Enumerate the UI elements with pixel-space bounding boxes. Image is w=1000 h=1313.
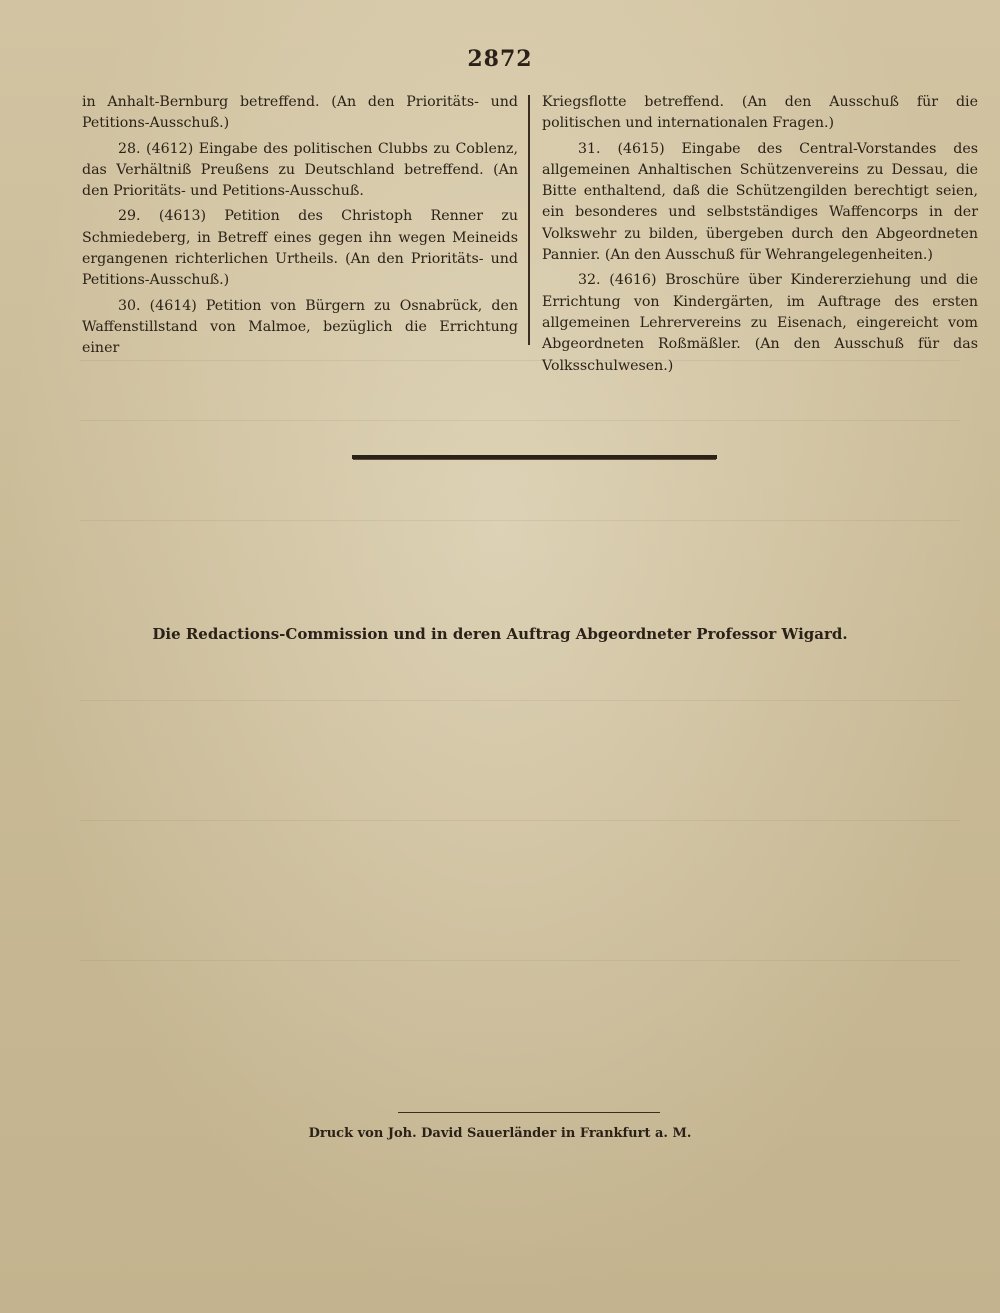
entry-28: 28. (4612) Eingabe des politischen Clubbs zu Coblenz, das Verhältniß Preußens zu Deutschland betreffend. (An den Prioritäts- und Petitions-Ausschuß. — [82, 140, 518, 200]
section-separator-rule — [352, 455, 717, 459]
page-number: 2872 — [467, 46, 533, 72]
column-divider — [528, 95, 530, 345]
printer-divider — [398, 1112, 660, 1113]
left-column — [82, 92, 518, 364]
right-paragraph-continuation: Kriegsflotte betreffend. (An den Ausschuß für die politischen und internationalen Fragen.) — [542, 94, 978, 132]
commission-signature: Die Redactions-Commission und in deren Auftrag Abgeordneter Professor Wigard. — [152, 625, 848, 643]
left-paragraph-continuation: in Anhalt-Bernburg betreffend. (An den Prioritäts- und Petitions-Ausschuß.) — [82, 94, 518, 132]
entry-29: 29. (4613) Petition des Christoph Renner zu Schmiedeberg, in Betreff eines gegen ihn wegen Meineids ergangenen richterlichen Urtheils. (An den Prioritäts- und Petitions-Ausschuß.) — [82, 208, 518, 289]
entry-31: 31. (4615) Eingabe des Central-Vorstandes des allgemeinen Anhaltischen Schützenvereins zu Dessau, die Bitte enthaltend, daß die Schützengilden berechtigt seien, ein besonderes und selbstständiges Waffencorps in der Volkswehr zu bilden, übergeben durch den Abgeordneten Pannier. (An den Ausschuß für Wehrangelegenheiten.) — [542, 140, 978, 264]
entry-30: 30. (4614) Petition von Bürgern zu Osnabrück, den Waffenstillstand von Malmoe, bezüglich die Errichtung einer — [82, 297, 518, 357]
entry-32: 32. (4616) Broschüre über Kindererziehung und die Errichtung von Kindergärten, im Auftrage des ersten allgemeinen Lehrervereins zu Eisenach, eingereicht vom Abgeordneten Roßmäßler. (An den Ausschuß für das Volksschulwesen.) — [542, 272, 978, 374]
right-column — [542, 92, 978, 381]
printer-imprint: Druck von Joh. David Sauerländer in Frankfurt a. M. — [308, 1126, 692, 1141]
